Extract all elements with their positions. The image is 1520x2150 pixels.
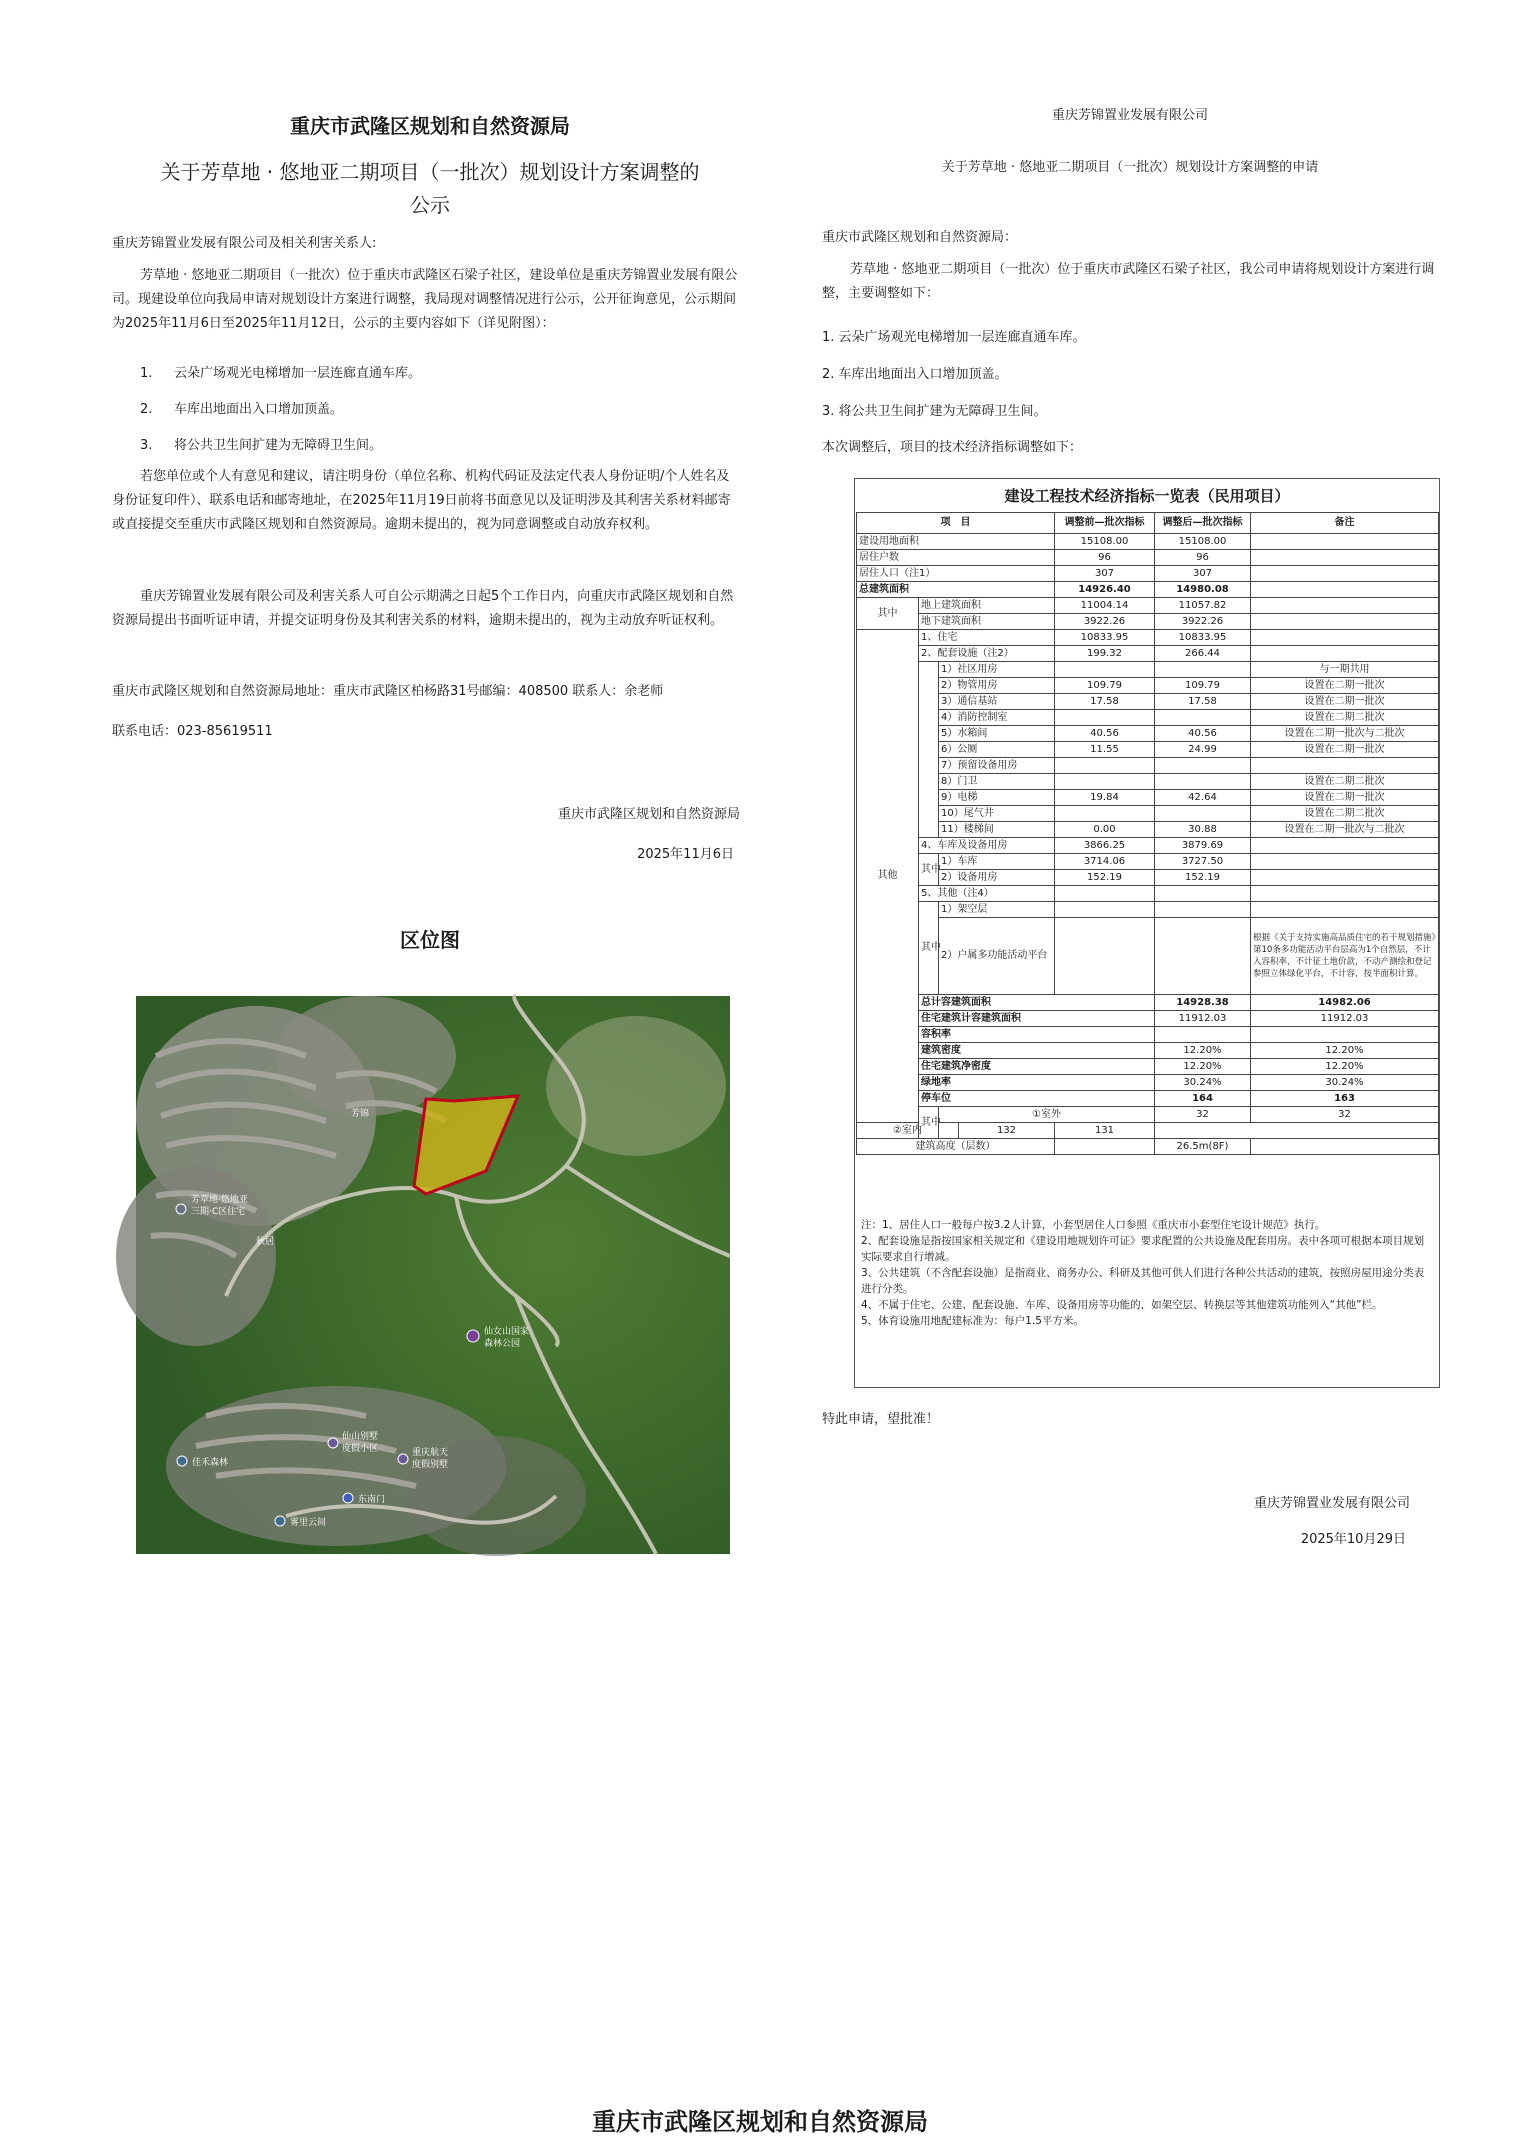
- notice-phone: 联系电话：023-85619511: [112, 724, 273, 739]
- notice-signature: 重庆市武隆区规划和自然资源局: [557, 807, 740, 822]
- svg-text:佳禾森林: 佳禾森林: [192, 1458, 229, 1468]
- map-title: 区位图: [400, 928, 460, 952]
- table-row: ②室内 132 131: [857, 1123, 1439, 1139]
- request-company: 重庆芳锦置业发展有限公司: [1051, 108, 1208, 123]
- request-table-intro: 本次调整后，项目的技术经济指标调整如下：: [822, 440, 1083, 455]
- svg-text:三期·C区住宅: 三期·C区住宅: [191, 1207, 246, 1217]
- indicator-table-frame: [854, 478, 1440, 1388]
- notice-item-2: 2. 车库出地面出入口增加顶盖。: [140, 402, 344, 417]
- svg-text:重庆航天: 重庆航天: [412, 1448, 449, 1458]
- notice-salutation: 重庆芳锦置业发展有限公司及相关利害关系人:: [112, 236, 377, 251]
- svg-text:雾里云间: 雾里云间: [290, 1518, 327, 1528]
- request-closing: 特此申请，望批准！: [822, 1412, 940, 1427]
- notice-title-line2: 公示: [410, 193, 450, 217]
- request-paragraph-1: 芳草地 · 悠地亚二期项目（一批次）位于重庆市武隆区石梁子社区，我公司申请将规划设计方案进行调整，主要调整如下：: [822, 262, 1435, 301]
- notice-title-line1: 关于芳草地 · 悠地亚二期项目（一批次）规划设计方案调整的: [160, 160, 700, 184]
- table-row: 3）通信基站 17.58 17.58 设置在二期一批次: [857, 694, 1439, 710]
- table-row: 住宅建筑净密度 12.20% 12.20%: [857, 1059, 1439, 1075]
- table-row: 总计容建筑面积 14928.38 14982.06: [857, 995, 1439, 1011]
- table-row: 11）楼梯间 0.00 30.88 设置在二期一批次与二批次: [857, 822, 1439, 838]
- table-row: 其中 地上建筑面积 11004.14 11057.82: [857, 598, 1439, 614]
- notice-item-3: 3. 将公共卫生间扩建为无障碍卫生间。: [140, 438, 383, 453]
- page-footer: 重庆市武隆区规划和自然资源局: [592, 2108, 928, 2136]
- table-row: 地下建筑面积 3922.26 3922.26: [857, 614, 1439, 630]
- notice-paragraph-2: 若您单位或个人有意见和建议，请注明身份（单位名称、机构代码证及法定代表人身份证明/个人姓名及身份证复印件）、联系电话和邮寄地址，在2025年11月19日前将书面意见以及证明涉及其利害关系材料邮寄或直接提交至重庆市武隆区规划和自然资源局。逾期未提出的，视为同意调整或自动放弃权利。: [112, 469, 731, 532]
- table-row: 居住人口（注1） 307 307: [857, 566, 1439, 582]
- table-row: 总建筑面积 14926.40 14980.08: [857, 582, 1439, 598]
- table-row: 7）预留设备用房: [857, 758, 1439, 774]
- svg-text:仙山别墅: 仙山别墅: [342, 1432, 379, 1442]
- table-row: 其中 1）车库 3714.06 3727.50: [857, 854, 1439, 870]
- table-row: 住宅建筑计容建筑面积 11912.03 11912.03: [857, 1011, 1439, 1027]
- notice-date: 2025年11月6日: [637, 847, 734, 862]
- table-row: 其中 ①室外 32 32: [857, 1107, 1439, 1123]
- svg-text:森林公园: 森林公园: [484, 1339, 521, 1349]
- table-row: 建筑密度 12.20% 12.20%: [857, 1043, 1439, 1059]
- svg-text:芳锦: 芳锦: [351, 1109, 370, 1119]
- notice-title: [110, 156, 750, 222]
- note-4: 4、不属于住宅、公建、配套设施、车库、设备用房等功能的，如架空层、转换层等其他建筑功能列入“其他”栏。: [861, 1299, 1383, 1311]
- table-row: 2）户属多功能活动平台 根据《关于支持实施高品质住宅的若干规划措施》第10条多功能活动平台层高为1个自然层，不计入容积率，不计征土地价款，不动产测绘和登记参照立体绿化平台，不计容，按半面积计算。: [857, 918, 1439, 995]
- table-notes: [861, 1217, 1433, 1329]
- request-date: 2025年10月29日: [1300, 1532, 1406, 1547]
- request-item-3: 3. 将公共卫生间扩建为无障碍卫生间。: [822, 404, 1047, 419]
- notice-address: 重庆市武隆区规划和自然资源局地址：重庆市武隆区柏杨路31号邮编：408500 联系人：余老师: [112, 684, 664, 699]
- table-row: 1）社区用房 与一期共用: [857, 662, 1439, 678]
- svg-text:东南门: 东南门: [358, 1495, 386, 1505]
- table-row: 2）设备用房 152.19 152.19: [857, 870, 1439, 886]
- table-row: 4、车库及设备用房 3866.25 3879.69: [857, 838, 1439, 854]
- svg-text:度假别墅: 度假别墅: [412, 1460, 449, 1470]
- table-row: 居住户数 96 96: [857, 550, 1439, 566]
- notice-paragraph-1: 芳草地 · 悠地亚二期项目（一批次）位于重庆市武隆区石梁子社区，建设单位是重庆芳锦置业发展有限公司。现建设单位向我局申请对规划设计方案进行调整，我局现对调整情况进行公示，公开征询意见，公示期间为2025年11月6日至2025年11月12日，公示的主要内容如下（详见附图）：: [112, 268, 738, 331]
- table-row: 4）消防控制室 设置在二期二批次: [857, 710, 1439, 726]
- request-signature: 重庆芳锦置业发展有限公司: [1253, 1496, 1410, 1511]
- table-row: 其他 1、住宅 10833.95 10833.95: [857, 630, 1439, 646]
- request-item-2: 2. 车库出地面出入口增加顶盖。: [822, 367, 1008, 382]
- table-row: 5、其他（注4）: [857, 886, 1439, 902]
- notice-org-title: 重庆市武隆区规划和自然资源局: [290, 114, 570, 138]
- table-row: 建设用地面积 15108.00 15108.00: [857, 534, 1439, 550]
- table-row: 建筑高度（层数） 26.5m(8F): [857, 1139, 1439, 1155]
- table-row: 8）门卫 设置在二期二批次: [857, 774, 1439, 790]
- svg-text:秋居: 秋居: [256, 1237, 275, 1247]
- indicator-table: [856, 512, 1439, 1155]
- table-row: 2、配套设施（注2） 199.32 266.44: [857, 646, 1439, 662]
- note-3: 3、公共建筑（不含配套设施）是指商业、商务办公、科研及其他可供人们进行各种公共活动的建筑，按照房屋用途分类表进行分类。: [861, 1267, 1425, 1295]
- table-row: 容积率: [857, 1027, 1439, 1043]
- svg-text:度假小区: 度假小区: [342, 1444, 379, 1454]
- location-map: [136, 996, 730, 1554]
- request-item-1: 1. 云朵广场观光电梯增加一层连廊直通车库。: [822, 330, 1086, 345]
- svg-text:仙女山国家: 仙女山国家: [484, 1327, 530, 1337]
- request-salutation: 重庆市武隆区规划和自然资源局：: [822, 230, 1018, 245]
- table-row: 9）电梯 19.84 42.64 设置在二期一批次: [857, 790, 1439, 806]
- note-5: 5、体育设施用地配建标准为：每户1.5平方米。: [861, 1315, 1084, 1327]
- table-row: 5）水箱间 40.56 40.56 设置在二期一批次与二批次: [857, 726, 1439, 742]
- table-row: 10）尾气井 设置在二期二批次: [857, 806, 1439, 822]
- note-1: 注：1、居住人口一般每户按3.2人计算，小套型居住人口参照《重庆市小套型住宅设计规范》执行。: [861, 1219, 1326, 1231]
- notice-item-1: 1. 云朵广场观光电梯增加一层连廊直通车库。: [140, 366, 422, 381]
- note-2: 2、配套设施是指按国家相关规定和《建设用地规划许可证》要求配置的公共设施及配套用房。表中各项可根据本项目规划实际要求自行增减。: [861, 1235, 1425, 1263]
- table-title: 建设工程技术经济指标一览表（民用项目）: [1004, 487, 1290, 505]
- table-header-row: 项 目 调整前—批次指标 调整后—批次指标 备注: [857, 513, 1439, 534]
- table-row: 6）公厕 11.55 24.99 设置在二期一批次: [857, 742, 1439, 758]
- request-title: 关于芳草地 · 悠地亚二期项目（一批次）规划设计方案调整的申请: [941, 160, 1319, 175]
- satellite-map-image: [136, 996, 730, 1554]
- svg-text:芳草地·悠地亚: 芳草地·悠地亚: [191, 1195, 248, 1205]
- table-row: 2）物管用房 109.79 109.79 设置在二期一批次: [857, 678, 1439, 694]
- table-row: 其中 1）架空层: [857, 902, 1439, 918]
- table-row: 停车位 164 163: [857, 1091, 1439, 1107]
- table-row: 绿地率 30.24% 30.24%: [857, 1075, 1439, 1091]
- notice-paragraph-3: 重庆芳锦置业发展有限公司及利害关系人可自公示期满之日起5个工作日内，向重庆市武隆区规划和自然资源局提出书面听证申请，并提交证明身份及其利害关系的材料，逾期未提出的，视为主动放弃听证权利。: [112, 589, 734, 628]
